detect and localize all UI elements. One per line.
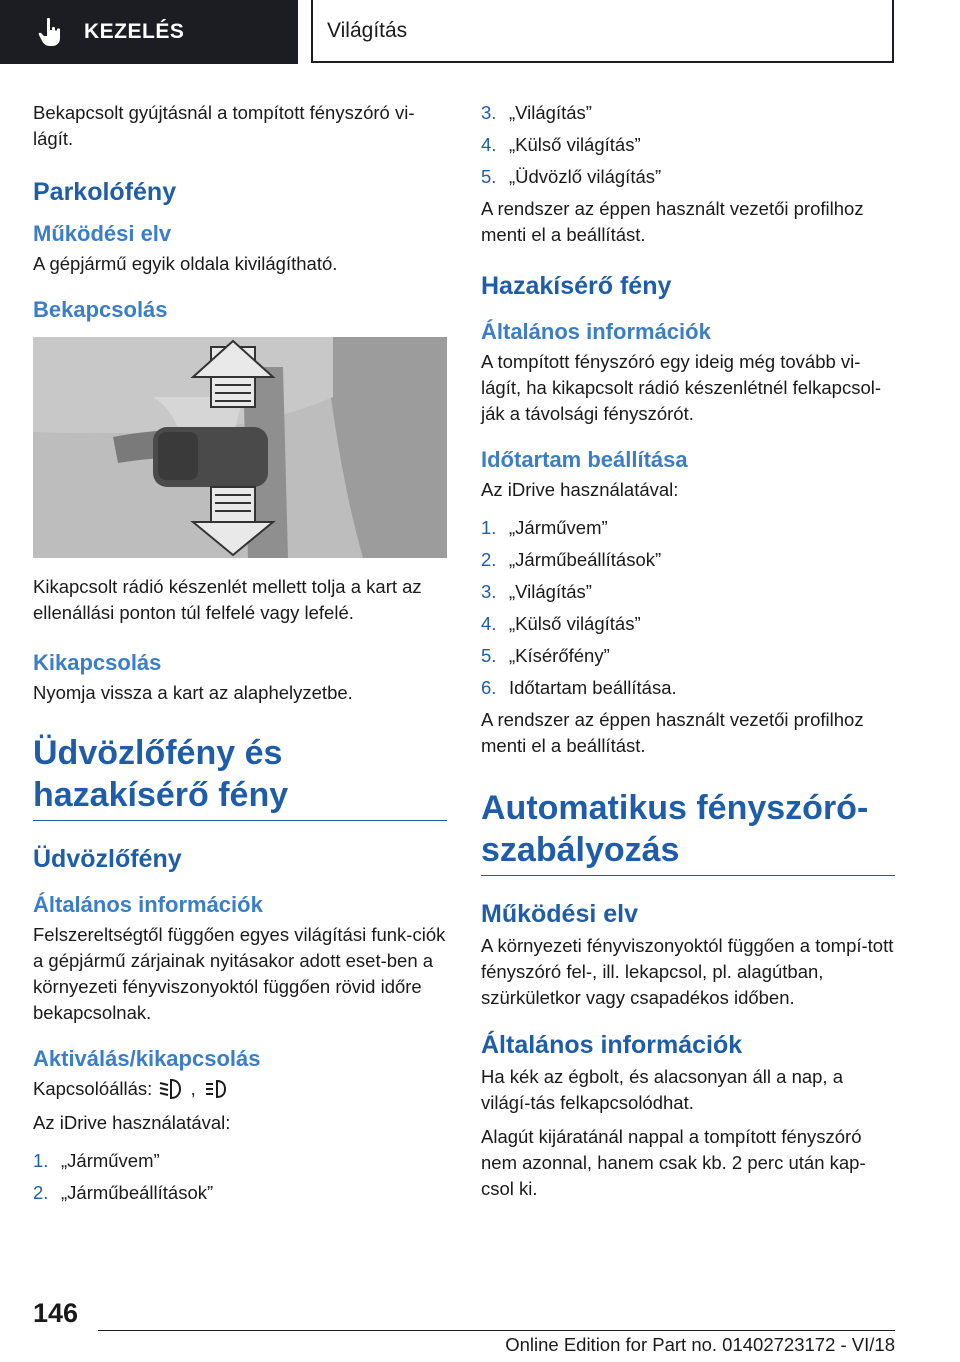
idrive-usage-right: Az iDrive használatával: <box>481 479 679 500</box>
steps-list-right-a <box>481 100 895 190</box>
chapter-header <box>311 0 894 63</box>
principle-text: A gépjármű egyik oldala kivilágítható. <box>33 253 338 274</box>
heading-parking-light: Parkolófény <box>33 178 177 206</box>
right-column <box>481 100 895 1202</box>
home-light-text: A tompított fényszóró egy ideig még tovább vi-lágít, ha kikapcsolt rádió készenlétnél felkapcsol-ják a távolsági fényszórót. <box>481 351 882 424</box>
lever-illustration <box>33 337 447 558</box>
heading-welcome-light: Üdvözlőfény <box>33 845 182 873</box>
heading-switch-off: Kikapcsolás <box>33 650 162 675</box>
heading-activation: Aktiválás/kikapcsolás <box>33 1046 261 1071</box>
heading-general-info-auto: Általános információk <box>481 1031 743 1059</box>
list-item: 5. „Kísérőfény” <box>481 645 610 666</box>
switch-on-text: Kikapcsolt rádió készenlét mellett tolja a kart az ellenállási ponton túl felfelé vagy lefelé. <box>33 576 422 623</box>
list-item: 3. „Világítás” <box>481 102 592 123</box>
general-info-text: Felszereltségtől függően egyes világítási funk-ciók a gépjármű zárjainak nyitásakor adott eset-ben a környezeti fényviszonyoktól függően rövid időre bekapcsolnak. <box>33 924 446 1023</box>
hand-pointer-icon <box>38 17 64 47</box>
parking-light-icon <box>201 1077 229 1101</box>
heading-switch-on: Bekapcsolás <box>33 297 168 322</box>
low-beam-auto-icon <box>157 1077 185 1101</box>
steps-list-left <box>33 1148 447 1206</box>
list-item: 1. „Járművem” <box>481 517 608 538</box>
chapter-title: Világítás <box>327 18 408 42</box>
edition-note: Online Edition for Part no. 01402723172 - VI/18 <box>505 1334 895 1355</box>
switch-off-text: Nyomja vissza a kart az alaphelyzetbe. <box>33 682 353 703</box>
list-item: 4. „Külső világítás” <box>481 134 641 155</box>
list-item: 4. „Külső világítás” <box>481 613 641 634</box>
section-label: KEZELÉS <box>84 20 185 43</box>
left-column <box>33 100 447 1212</box>
profile-note-b: A rendszer az éppen használt vezetői profilhoz menti el a beállítást. <box>481 709 864 756</box>
heading-general-info: Általános információk <box>33 892 263 917</box>
profile-note-a: A rendszer az éppen használt vezetői profilhoz menti el a beállítást. <box>481 198 864 245</box>
switch-separator: , <box>190 1078 196 1099</box>
lever-figure <box>33 337 447 558</box>
heading-auto-headlight: Automatikus fényszóró-szabályozás <box>481 787 895 876</box>
switch-position-line <box>33 1076 447 1102</box>
principle-auto-text: A környezeti fényviszonyoktól függően a tompí-tott fényszóró fel-, ill. lekapcsol, pl. alagútban, szürkületkor vagy csapadékos időben. <box>481 935 894 1008</box>
heading-welcome-home-light: Üdvözlőfény és hazakísérő fény <box>33 732 447 821</box>
list-item: 1. „Járművem” <box>33 1150 160 1171</box>
general-auto-text-b: Alagút kijáratánál nappal a tompított fényszóró nem azonnal, hanem csak kb. 2 perc után kap-csol ki. <box>481 1126 866 1199</box>
list-item: 2. „Járműbeállítások” <box>481 549 662 570</box>
list-item: 3. „Világítás” <box>481 581 592 602</box>
general-auto-text-a: Ha kék az égbolt, és alacsonyan áll a nap, a világí-tás felkapcsolódhat. <box>481 1066 844 1113</box>
heading-general-info-home: Általános információk <box>481 319 711 344</box>
heading-principle: Működési elv <box>33 221 172 246</box>
heading-principle-auto: Működési elv <box>481 900 638 928</box>
intro-paragraph: Bekapcsolt gyújtásnál a tompított fényszóró vi-lágít. <box>33 102 415 149</box>
page-number: 146 <box>33 1298 79 1328</box>
list-item: 6. Időtartam beállítása. <box>481 677 677 698</box>
footer-rule <box>98 1330 895 1331</box>
section-tab <box>0 0 298 64</box>
steps-list-right-b <box>481 515 895 701</box>
heading-duration: Időtartam beállítása <box>481 447 688 472</box>
list-item: 2. „Járműbeállítások” <box>33 1182 214 1203</box>
idrive-usage: Az iDrive használatával: <box>33 1112 231 1133</box>
heading-home-light: Hazakísérő fény <box>481 272 672 300</box>
switch-position-label: Kapcsolóállás: <box>33 1078 153 1099</box>
list-item: 5. „Üdvözlő világítás” <box>481 166 662 187</box>
